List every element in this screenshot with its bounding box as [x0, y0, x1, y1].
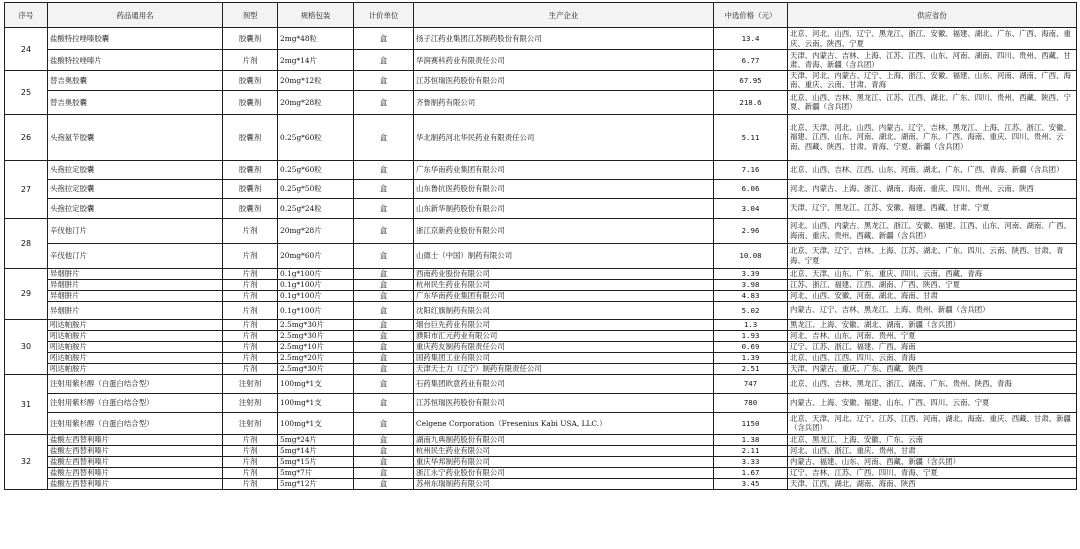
col-header-name: 药品通用名: [48, 3, 223, 28]
manufacturer-cell: 广东华南药业集团有限公司: [414, 160, 714, 179]
manufacturer-cell: 山德士（中国）制药有限公司: [414, 243, 714, 268]
unit-cell: 盒: [354, 114, 414, 160]
seq-cell: 28: [5, 218, 48, 268]
manufacturer-cell: 沈阳红旗制药有限公司: [414, 301, 714, 319]
spec-cell: 20mg*60片: [278, 243, 354, 268]
manufacturer-cell: Celgene Corporation（Fresenius Kabi USA, LLC.）: [414, 412, 714, 434]
drug-name-cell: 盐酸左西替利嗪片: [48, 434, 223, 445]
dosage-form-cell: 片剂: [223, 341, 278, 352]
dosage-form-cell: 胶囊剂: [223, 28, 278, 50]
dosage-form-cell: 注射剂: [223, 374, 278, 393]
price-cell: 747: [714, 374, 788, 393]
spec-cell: 2mg*48粒: [278, 28, 354, 50]
manufacturer-cell: 山东鲁抗医药股份有限公司: [414, 179, 714, 198]
col-header-seq: 序号: [5, 3, 48, 28]
col-header-unit: 计价单位: [354, 3, 414, 28]
price-cell: 67.95: [714, 71, 788, 91]
manufacturer-cell: 石药集团欧意药业有限公司: [414, 374, 714, 393]
dosage-form-cell: 片剂: [223, 268, 278, 279]
price-cell: 1.39: [714, 352, 788, 363]
spec-cell: 0.25g*50粒: [278, 179, 354, 198]
spec-cell: 20mg*28片: [278, 218, 354, 243]
provinces-cell: 黑龙江、上海、安徽、湖北、湖南、新疆（含兵团）: [788, 319, 1077, 330]
dosage-form-cell: 胶囊剂: [223, 114, 278, 160]
drug-name-cell: 盐酸特拉唑嗪胶囊: [48, 28, 223, 50]
dosage-form-cell: 片剂: [223, 319, 278, 330]
dosage-form-cell: 胶囊剂: [223, 198, 278, 218]
drug-name-cell: 盐酸左西替利嗪片: [48, 467, 223, 478]
drug-name-cell: 吲达帕胺片: [48, 330, 223, 341]
unit-cell: 盒: [354, 301, 414, 319]
provinces-cell: 北京、山西、吉林、黑龙江、浙江、湖南、广东、贵州、陕西、青海: [788, 374, 1077, 393]
unit-cell: 盒: [354, 434, 414, 445]
drug-name-cell: 吲达帕胺片: [48, 341, 223, 352]
unit-cell: 盒: [354, 179, 414, 198]
drug-name-cell: 异烟肼片: [48, 268, 223, 279]
table-row: [5, 467, 1077, 478]
provinces-cell: 内蒙古、辽宁、吉林、黑龙江、上海、贵州、新疆（含兵团）: [788, 301, 1077, 319]
price-cell: 5.11: [714, 114, 788, 160]
manufacturer-cell: 国药集团工业有限公司: [414, 352, 714, 363]
dosage-form-cell: 片剂: [223, 456, 278, 467]
price-cell: 3.98: [714, 279, 788, 290]
dosage-form-cell: 片剂: [223, 301, 278, 319]
manufacturer-cell: 扬子江药业集团江苏制药股份有限公司: [414, 28, 714, 50]
table-row: [5, 160, 1077, 179]
spec-cell: 2.5mg*30片: [278, 363, 354, 374]
spec-cell: 0.1g*100片: [278, 290, 354, 301]
unit-cell: 盒: [354, 341, 414, 352]
price-cell: 780: [714, 393, 788, 412]
unit-cell: 盒: [354, 90, 414, 114]
unit-cell: 盒: [354, 290, 414, 301]
drug-name-cell: 替吉奥胶囊: [48, 71, 223, 91]
price-cell: 2.96: [714, 218, 788, 243]
manufacturer-cell: 齐鲁制药有限公司: [414, 90, 714, 114]
provinces-cell: 河北、内蒙古、上海、浙江、湖南、海南、重庆、四川、贵州、云南、陕西: [788, 179, 1077, 198]
drug-name-cell: 盐酸左西替利嗪片: [48, 478, 223, 489]
spec-cell: 2.5mg*30片: [278, 330, 354, 341]
table-row: [5, 374, 1077, 393]
provinces-cell: 北京、山西、江西、四川、云南、青海: [788, 352, 1077, 363]
dosage-form-cell: 胶囊剂: [223, 90, 278, 114]
unit-cell: 盒: [354, 160, 414, 179]
manufacturer-cell: 华北制药河北华民药业有限责任公司: [414, 114, 714, 160]
unit-cell: 盒: [354, 467, 414, 478]
table-row: [5, 71, 1077, 91]
manufacturer-cell: 华润赛科药业有限责任公司: [414, 50, 714, 71]
col-header-spec: 规格包装: [278, 3, 354, 28]
table-row: [5, 434, 1077, 445]
spec-cell: 0.25g*60粒: [278, 114, 354, 160]
dosage-form-cell: 片剂: [223, 243, 278, 268]
drug-name-cell: 盐酸左西替利嗪片: [48, 445, 223, 456]
table-row: [5, 330, 1077, 341]
dosage-form-cell: 片剂: [223, 445, 278, 456]
unit-cell: 盒: [354, 363, 414, 374]
provinces-cell: 辽宁、吉林、江苏、广西、四川、青海、宁夏: [788, 467, 1077, 478]
unit-cell: 盒: [354, 319, 414, 330]
unit-cell: 盒: [354, 50, 414, 71]
spec-cell: 0.1g*100片: [278, 279, 354, 290]
table-row: [5, 198, 1077, 218]
manufacturer-cell: 濮阳市汇元药业有限公司: [414, 330, 714, 341]
spec-cell: 100mg*1支: [278, 374, 354, 393]
table-row: [5, 243, 1077, 268]
table-row: [5, 114, 1077, 160]
provinces-cell: 北京、天津、山东、广东、重庆、四川、云南、西藏、青海: [788, 268, 1077, 279]
table-row: [5, 319, 1077, 330]
drug-name-cell: 辛伐他汀片: [48, 218, 223, 243]
seq-cell: 24: [5, 28, 48, 71]
seq-cell: 32: [5, 434, 48, 489]
dosage-form-cell: 胶囊剂: [223, 71, 278, 91]
price-cell: 5.02: [714, 301, 788, 319]
dosage-form-cell: 片剂: [223, 434, 278, 445]
manufacturer-cell: 重庆华邦制药有限公司: [414, 456, 714, 467]
spec-cell: 100mg*1支: [278, 393, 354, 412]
provinces-cell: 辽宁、江苏、浙江、福建、广西、海南: [788, 341, 1077, 352]
drug-name-cell: 盐酸左西替利嗪片: [48, 456, 223, 467]
drug-name-cell: 吲达帕胺片: [48, 319, 223, 330]
dosage-form-cell: 片剂: [223, 279, 278, 290]
table-row: [5, 218, 1077, 243]
dosage-form-cell: 片剂: [223, 290, 278, 301]
unit-cell: 盒: [354, 445, 414, 456]
provinces-cell: 内蒙古、上海、安徽、福建、山东、广西、四川、云南、宁夏: [788, 393, 1077, 412]
unit-cell: 盒: [354, 71, 414, 91]
price-cell: 3.04: [714, 198, 788, 218]
seq-cell: 31: [5, 374, 48, 434]
table-row: [5, 179, 1077, 198]
unit-cell: 盒: [354, 478, 414, 489]
unit-cell: 盒: [354, 393, 414, 412]
dosage-form-cell: 片剂: [223, 363, 278, 374]
manufacturer-cell: 江苏恒瑞医药股份有限公司: [414, 71, 714, 91]
unit-cell: 盒: [354, 412, 414, 434]
spec-cell: 5mg*12片: [278, 478, 354, 489]
unit-cell: 盒: [354, 374, 414, 393]
provinces-cell: 北京、天津、河北、辽宁、江苏、江西、河南、湖北、海南、重庆、西藏、甘肃、新疆（含兵团）: [788, 412, 1077, 434]
dosage-form-cell: 片剂: [223, 478, 278, 489]
price-cell: 2.11: [714, 445, 788, 456]
spec-cell: 2mg*14片: [278, 50, 354, 71]
drug-name-cell: 头孢拉定胶囊: [48, 198, 223, 218]
manufacturer-cell: 西南药业股份有限公司: [414, 268, 714, 279]
price-cell: 6.77: [714, 50, 788, 71]
unit-cell: 盒: [354, 456, 414, 467]
manufacturer-cell: 苏州东瑞制药有限公司: [414, 478, 714, 489]
provinces-cell: 天津、河北、内蒙古、辽宁、上海、浙江、安徽、福建、山东、河南、湖南、广西、海南、重庆、云南、甘肃、青海: [788, 71, 1077, 91]
drug-name-cell: 异烟肼片: [48, 301, 223, 319]
manufacturer-cell: 湖南九典制药股份有限公司: [414, 434, 714, 445]
price-cell: 1.3: [714, 319, 788, 330]
dosage-form-cell: 片剂: [223, 218, 278, 243]
dosage-form-cell: 片剂: [223, 330, 278, 341]
provinces-cell: 天津、辽宁、黑龙江、江苏、安徽、福建、西藏、甘肃、宁夏: [788, 198, 1077, 218]
table-row: [5, 341, 1077, 352]
provinces-cell: 河北、吉林、山东、河南、贵州、宁夏: [788, 330, 1077, 341]
dosage-form-cell: 胶囊剂: [223, 179, 278, 198]
spec-cell: 0.25g*24粒: [278, 198, 354, 218]
price-cell: 1.67: [714, 467, 788, 478]
price-cell: 218.6: [714, 90, 788, 114]
unit-cell: 盒: [354, 279, 414, 290]
price-cell: 3.33: [714, 456, 788, 467]
col-header-provinces: 供应省份: [788, 3, 1077, 28]
provinces-cell: 河北、山西、安徽、河南、湖北、海南、甘肃: [788, 290, 1077, 301]
price-cell: 3.39: [714, 268, 788, 279]
provinces-cell: 河北、山西、浙江、重庆、贵州、甘肃: [788, 445, 1077, 456]
table-body: [5, 28, 1077, 490]
spec-cell: 20mg*12粒: [278, 71, 354, 91]
drug-price-table: [4, 2, 1077, 490]
price-cell: 1.93: [714, 330, 788, 341]
provinces-cell: 天津、江西、湖北、湖南、海南、陕西: [788, 478, 1077, 489]
unit-cell: 盒: [354, 218, 414, 243]
col-header-form: 剂型: [223, 3, 278, 28]
drug-name-cell: 辛伐他汀片: [48, 243, 223, 268]
table-row: [5, 363, 1077, 374]
manufacturer-cell: 烟台巨先药业有限公司: [414, 319, 714, 330]
provinces-cell: 天津、内蒙古、重庆、广东、西藏、陕西: [788, 363, 1077, 374]
price-cell: 4.83: [714, 290, 788, 301]
price-cell: 13.4: [714, 28, 788, 50]
drug-name-cell: 头孢拉定胶囊: [48, 179, 223, 198]
price-cell: 10.08: [714, 243, 788, 268]
manufacturer-cell: 浙江京新药业股份有限公司: [414, 218, 714, 243]
drug-name-cell: 替吉奥胶囊: [48, 90, 223, 114]
drug-name-cell: 吲达帕胺片: [48, 352, 223, 363]
seq-cell: 25: [5, 71, 48, 115]
drug-name-cell: 注射用紫杉醇（白蛋白结合型）: [48, 412, 223, 434]
manufacturer-cell: 天津天士力（辽宁）制药有限责任公司: [414, 363, 714, 374]
drug-name-cell: 头孢氨苄胶囊: [48, 114, 223, 160]
dosage-form-cell: 注射剂: [223, 412, 278, 434]
drug-name-cell: 注射用紫杉醇（白蛋白结合型）: [48, 374, 223, 393]
table-row: [5, 352, 1077, 363]
manufacturer-cell: 杭州民生药业有限公司: [414, 279, 714, 290]
drug-name-cell: 吲达帕胺片: [48, 363, 223, 374]
table-row: [5, 279, 1077, 290]
provinces-cell: 北京、天津、辽宁、吉林、上海、江苏、湖北、广东、四川、云南、陕西、甘肃、青海、宁夏: [788, 243, 1077, 268]
price-cell: 3.45: [714, 478, 788, 489]
table-row: [5, 28, 1077, 50]
table-row: [5, 456, 1077, 467]
manufacturer-cell: 江苏恒瑞医药股份有限公司: [414, 393, 714, 412]
manufacturer-cell: 杭州民生药业有限公司: [414, 445, 714, 456]
price-cell: 2.51: [714, 363, 788, 374]
spec-cell: 0.1g*100片: [278, 268, 354, 279]
spec-cell: 2.5mg*20片: [278, 352, 354, 363]
price-cell: 1.38: [714, 434, 788, 445]
provinces-cell: 北京、山西、吉林、江西、山东、河南、湖北、广东、广西、青海、新疆（含兵团）: [788, 160, 1077, 179]
col-header-maker: 生产企业: [414, 3, 714, 28]
spec-cell: 0.1g*100片: [278, 301, 354, 319]
drug-name-cell: 盐酸特拉唑嗪片: [48, 50, 223, 71]
provinces-cell: 天津、内蒙古、吉林、上海、江苏、江西、山东、河南、湖南、四川、贵州、西藏、甘肃、青海、新疆（含兵团）: [788, 50, 1077, 71]
manufacturer-cell: 重庆药友制药有限责任公司: [414, 341, 714, 352]
spec-cell: 2.5mg*30片: [278, 319, 354, 330]
drug-name-cell: 注射用紫杉醇（白蛋白结合型）: [48, 393, 223, 412]
price-cell: 7.16: [714, 160, 788, 179]
dosage-form-cell: 片剂: [223, 467, 278, 478]
price-cell: 0.69: [714, 341, 788, 352]
spec-cell: 100mg*1支: [278, 412, 354, 434]
table-row: [5, 290, 1077, 301]
table-row: [5, 301, 1077, 319]
unit-cell: 盒: [354, 28, 414, 50]
table-row: [5, 412, 1077, 434]
spec-cell: 5mg*7片: [278, 467, 354, 478]
spec-cell: 2.5mg*10片: [278, 341, 354, 352]
seq-cell: 27: [5, 160, 48, 218]
header-row: [5, 3, 1077, 28]
provinces-cell: 北京、河北、山西、辽宁、黑龙江、浙江、安徽、福建、湖北、广东、广西、海南、重庆、云南、陕西、宁夏: [788, 28, 1077, 50]
unit-cell: 盒: [354, 243, 414, 268]
provinces-cell: 北京、天津、河北、山西、内蒙古、辽宁、吉林、黑龙江、上海、江苏、浙江、安徽、福建、江西、山东、河南、湖北、湖南、广东、广西、海南、重庆、四川、贵州、云南、西藏、陕西、甘肃、青海、宁夏、新疆（含兵团）: [788, 114, 1077, 160]
spec-cell: 5mg*24片: [278, 434, 354, 445]
drug-name-cell: 异烟肼片: [48, 290, 223, 301]
drug-name-cell: 头孢拉定胶囊: [48, 160, 223, 179]
table-row: [5, 445, 1077, 456]
dosage-form-cell: 片剂: [223, 352, 278, 363]
provinces-cell: 江苏、浙江、福建、江西、湖南、广西、陕西、宁夏: [788, 279, 1077, 290]
spec-cell: 5mg*15片: [278, 456, 354, 467]
manufacturer-cell: 山东新华制药股份有限公司: [414, 198, 714, 218]
spec-cell: 5mg*14片: [278, 445, 354, 456]
dosage-form-cell: 片剂: [223, 50, 278, 71]
table-row: [5, 478, 1077, 489]
table-row: [5, 90, 1077, 114]
price-cell: 1150: [714, 412, 788, 434]
unit-cell: 盒: [354, 198, 414, 218]
manufacturer-cell: 广东华南药业集团有限公司: [414, 290, 714, 301]
spec-cell: 0.25g*60粒: [278, 160, 354, 179]
dosage-form-cell: 注射剂: [223, 393, 278, 412]
unit-cell: 盒: [354, 268, 414, 279]
provinces-cell: 北京、山西、吉林、黑龙江、江苏、江西、湖北、广东、四川、贵州、西藏、陕西、宁夏、新疆（含兵团）: [788, 90, 1077, 114]
seq-cell: 26: [5, 114, 48, 160]
price-cell: 6.06: [714, 179, 788, 198]
unit-cell: 盒: [354, 352, 414, 363]
dosage-form-cell: 胶囊剂: [223, 160, 278, 179]
table-row: [5, 393, 1077, 412]
provinces-cell: 北京、黑龙江、上海、安徽、广东、云南: [788, 434, 1077, 445]
unit-cell: 盒: [354, 330, 414, 341]
table-row: [5, 50, 1077, 71]
table-row: [5, 268, 1077, 279]
provinces-cell: 河北、山西、内蒙古、黑龙江、浙江、安徽、福建、江西、山东、河南、湖南、广西、海南、重庆、贵州、西藏、新疆（含兵团）: [788, 218, 1077, 243]
seq-cell: 30: [5, 319, 48, 374]
seq-cell: 29: [5, 268, 48, 319]
spec-cell: 20mg*28粒: [278, 90, 354, 114]
provinces-cell: 内蒙古、福建、山东、河南、西藏、新疆（含兵团）: [788, 456, 1077, 467]
col-header-price: 中选价格（元）: [714, 3, 788, 28]
drug-name-cell: 异烟肼片: [48, 279, 223, 290]
manufacturer-cell: 浙江永宁药业股份有限公司: [414, 467, 714, 478]
